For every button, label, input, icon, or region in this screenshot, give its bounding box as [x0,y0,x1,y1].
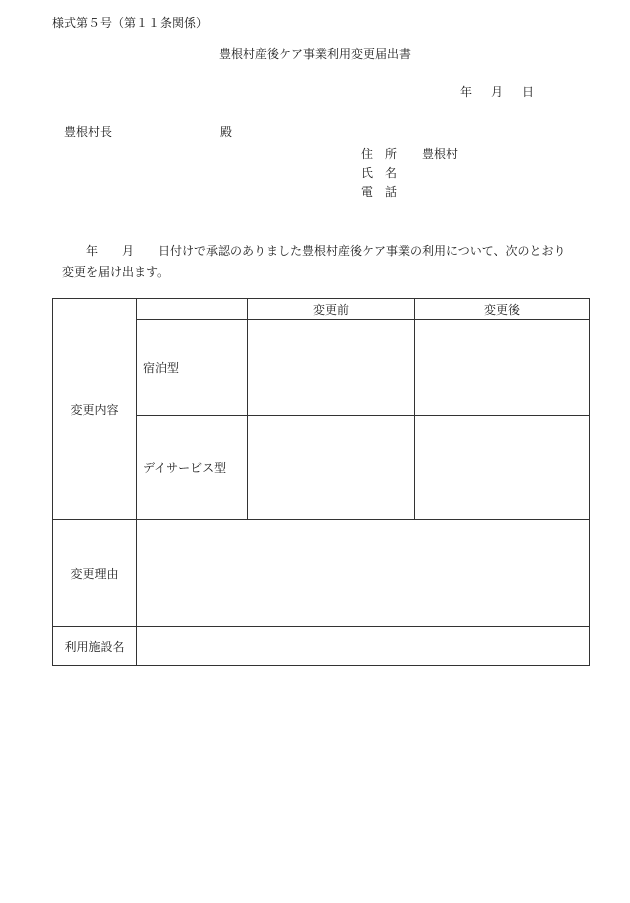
date-year: 年 [460,85,473,99]
date-day: 日 [522,85,535,99]
date-line [460,83,534,100]
body-line-2: 変更を届け出ます。 [62,265,170,279]
facility-label: 利用施設名 [53,627,137,666]
form-number: 様式第５号（第１１条関係） [52,16,209,30]
body-text [62,241,582,283]
facility-cell[interactable] [137,627,590,666]
header-before: 変更前 [248,299,415,320]
blank-header-cell [137,299,248,320]
stay-before-cell[interactable] [248,320,415,416]
day-after-cell[interactable] [415,416,590,520]
page-title: 豊根村産後ケア事業利用変更届出書 [218,47,411,61]
date-month: 月 [491,85,504,99]
address-label: 住 所 [361,147,398,161]
addressee: 豊根村長 [64,125,113,139]
phone-label: 電 話 [361,185,398,199]
reason-label: 変更理由 [53,520,137,627]
reason-cell[interactable] [137,520,590,627]
day-type-label: デイサービス型 [137,416,248,520]
day-before-cell[interactable] [248,416,415,520]
body-line-1: 年 月 日付けで承認のありました豊根村産後ケア事業の利用について、次のとおり [86,244,566,258]
change-content-label: 変更内容 [53,299,137,520]
honorific: 殿 [220,125,233,139]
header-after: 変更後 [415,299,590,320]
address-value: 豊根村 [422,147,459,161]
name-label: 氏 名 [361,166,398,180]
change-table [52,298,590,666]
stay-after-cell[interactable] [415,320,590,416]
stay-type-label: 宿泊型 [137,320,248,416]
